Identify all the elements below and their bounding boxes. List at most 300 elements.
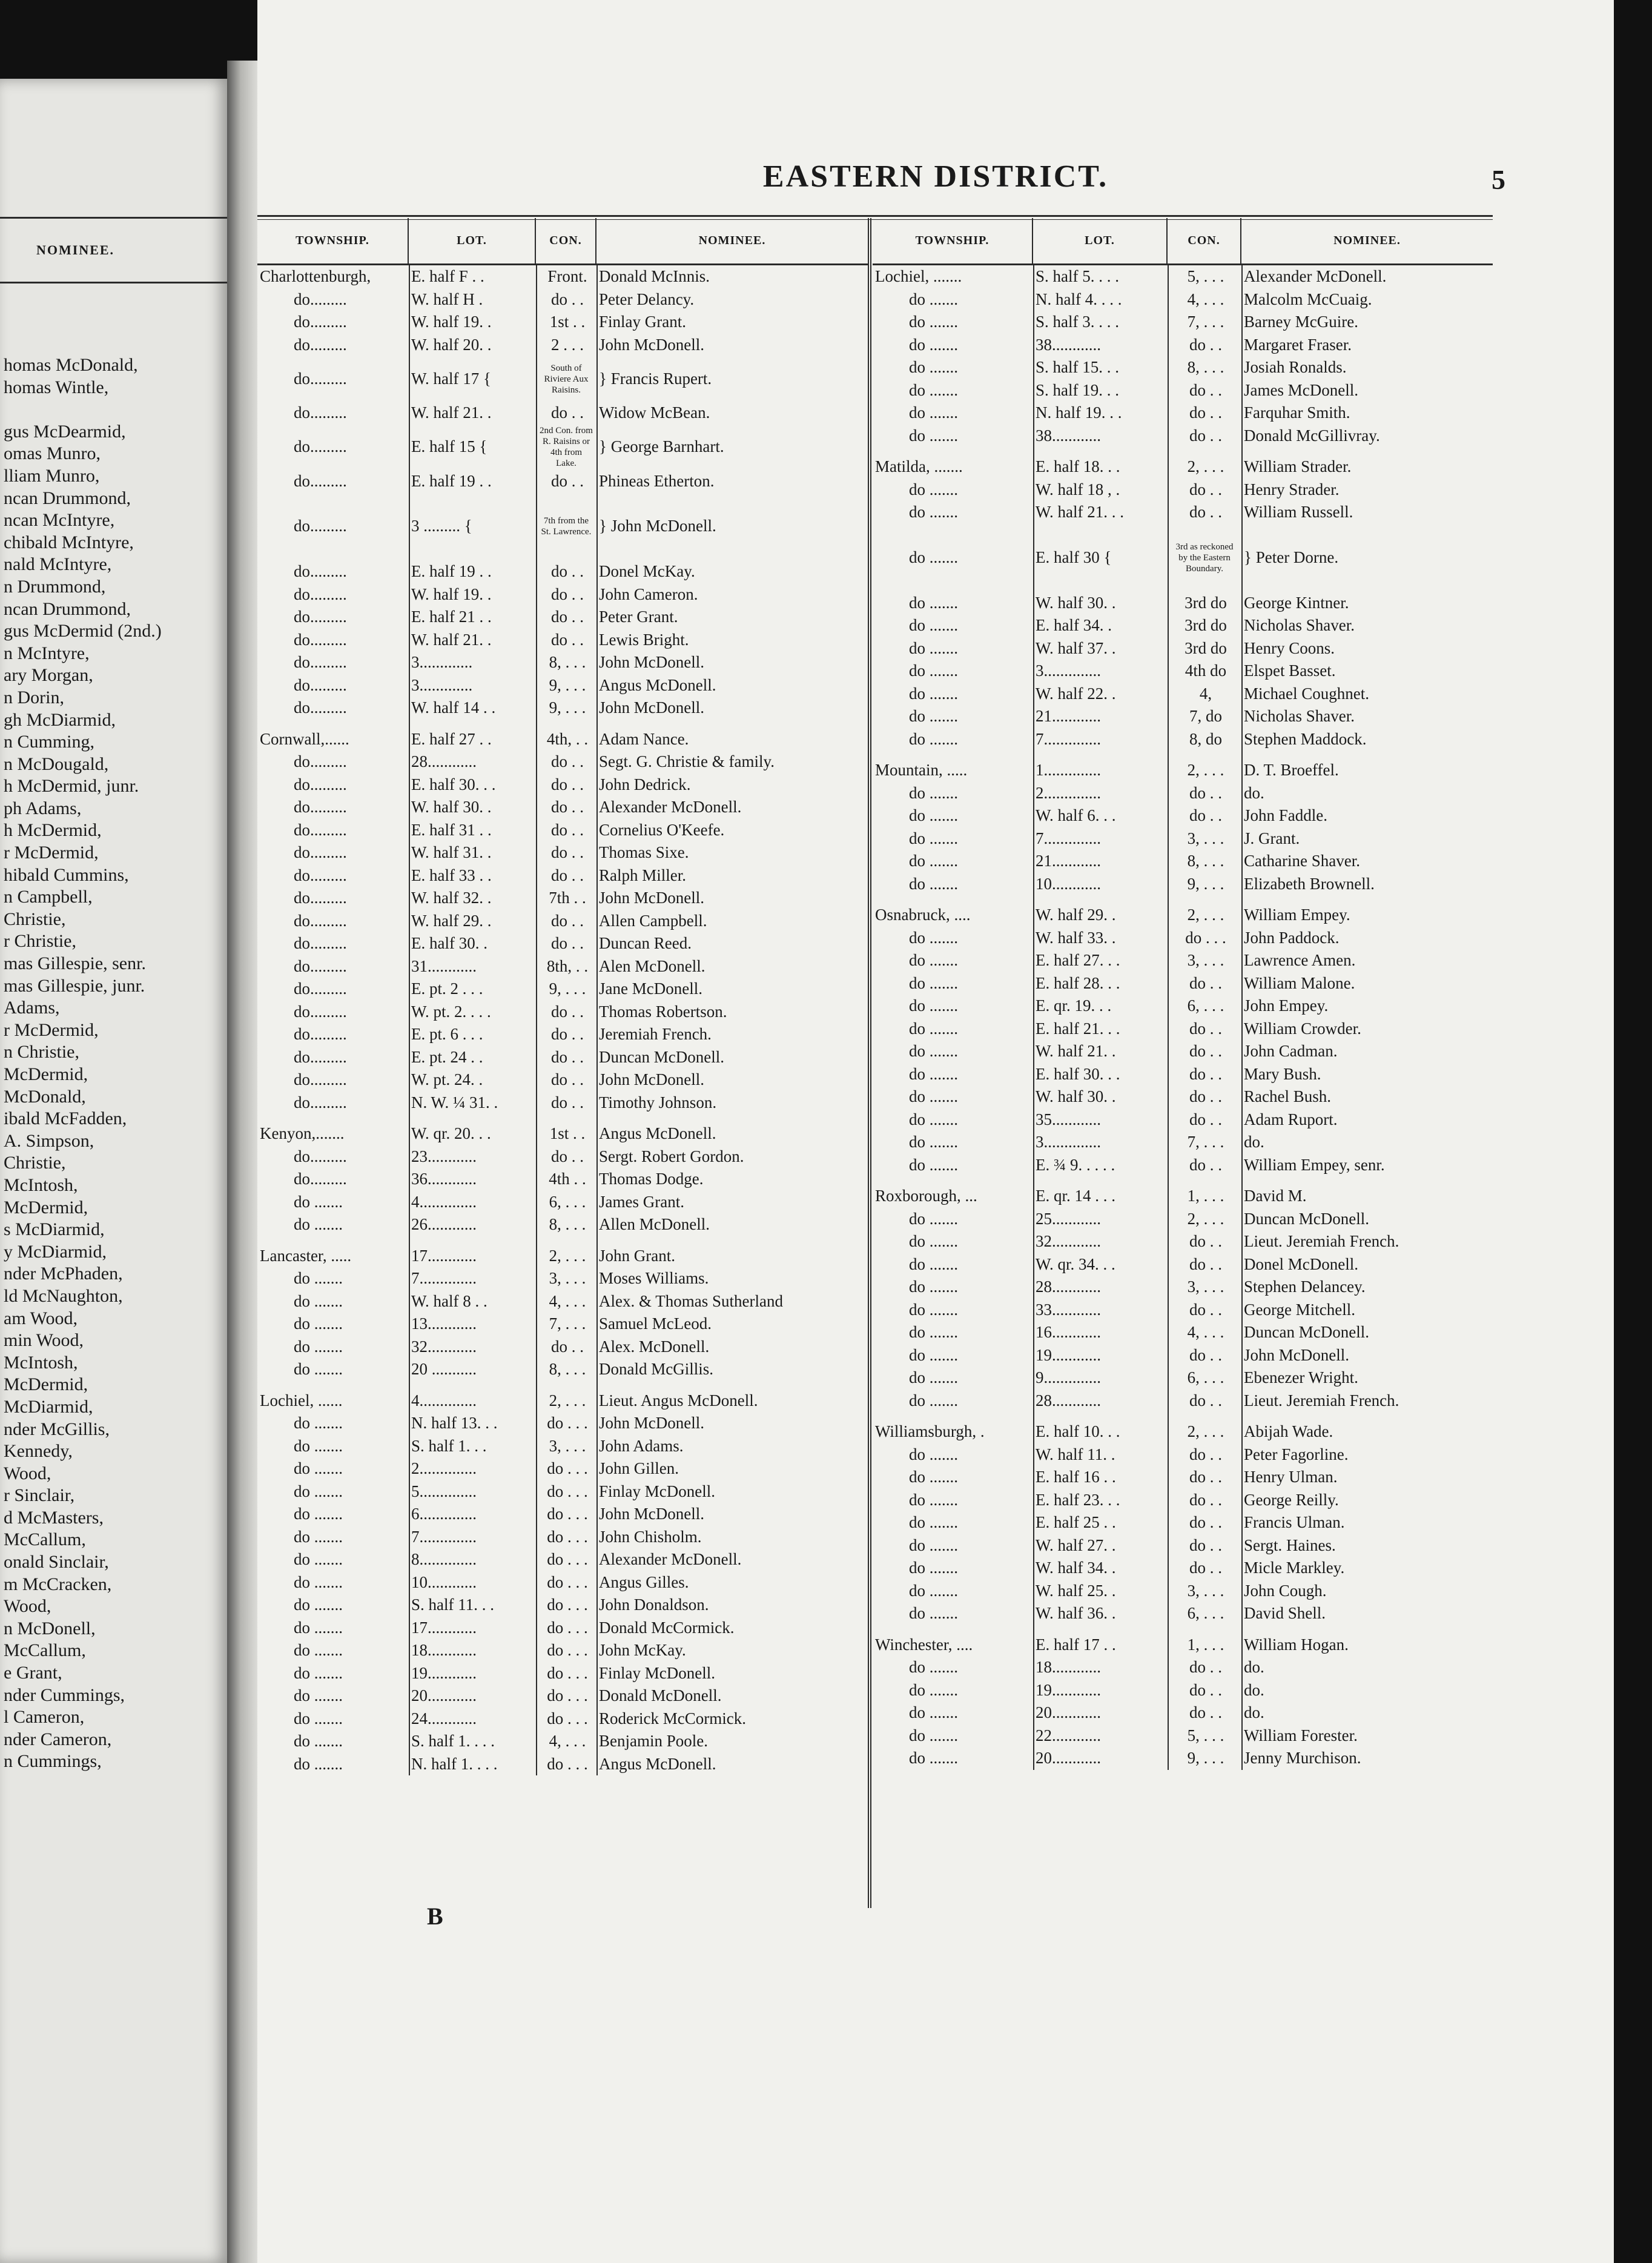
table-row [873,1208,1493,1231]
nominee-cell: William Forester. [1244,1726,1358,1744]
lot-cell: E. pt. 2 . . . [411,979,483,998]
township-cell: do ....... [909,1254,958,1273]
table-row [257,1122,868,1145]
nominee-cell: John Cameron. [599,585,698,603]
lot-cell: E. pt. 6 . . . [411,1025,483,1043]
nominee-cell: Henry Ulman. [1244,1468,1338,1486]
township-cell: do ....... [909,1277,958,1296]
township-cell: do ....... [909,684,958,703]
nominee-cell: William Russell. [1244,503,1353,521]
township-cell: do ....... [909,1468,958,1486]
lot-cell: E. half 17 . . [1036,1635,1116,1654]
left-nominee-name: chibald McIntyre, [4,532,134,552]
township-cell: do ....... [909,1680,958,1699]
table-row [257,1046,868,1069]
table-row [873,524,1493,592]
township-cell: do ....... [909,358,958,376]
right-page [257,0,1614,2263]
table-row [873,1154,1493,1177]
con-cell: do . . [1189,1703,1222,1721]
con-cell: 8, . . . [549,1215,586,1233]
lot-cell: E. half 31 . . [411,820,492,839]
nominee-cell: John Cough. [1244,1581,1327,1600]
nominee-cell: do. [1244,783,1264,802]
township-header: TOWNSHIP. [257,218,409,263]
left-nominee-name: s McDiarmid, [4,1219,105,1240]
township-cell: do ....... [909,1232,958,1250]
township-cell: do ....... [909,290,958,308]
nominee-cell: John Empey. [1244,996,1329,1015]
lot-cell: W. half 25. . [1036,1581,1116,1600]
township-cell: do......... [294,403,347,422]
left-nominee-name: am Wood, [4,1308,78,1328]
lot-cell: E. half 10. . . [1036,1422,1120,1440]
table-row [257,1069,868,1092]
con-cell: 3, . . . [1187,829,1224,847]
township-cell: do ....... [909,829,958,847]
con-cell: do . . [1189,1087,1222,1105]
left-nominee-name: Christie, [4,909,66,929]
column-header-row [873,218,1493,265]
con-cell: 2nd Con. from R. Raisins or 4th from Lake. [540,426,593,468]
township-cell: do ....... [909,661,958,680]
township-cell: Lochiel, ....... [875,267,962,285]
township-cell: do......... [294,956,347,975]
con-cell: 1st . . [549,1124,586,1142]
lot-cell: E. half 16 . . [1036,1468,1116,1486]
township-cell: do ....... [909,638,958,657]
nominee-cell: do. [1244,1133,1264,1151]
con-cell: do . . [551,471,584,490]
table-row [873,1040,1493,1063]
nominee-cell: Henry Strader. [1244,480,1340,499]
left-nominee-name: nder Cameron, [4,1729,112,1749]
con-cell: do . . [1189,783,1222,802]
lot-cell: S. half 5. . . . [1036,267,1119,285]
township-cell: do......... [294,437,347,456]
nominee-cell: Donald McCormick. [599,1618,735,1637]
nominee-cell: Lawrence Amen. [1244,951,1356,969]
con-cell: do . . [1189,1680,1222,1699]
lot-cell: 18............ [411,1641,477,1659]
township-cell: do......... [294,369,347,388]
nominee-cell: Jane McDonell. [599,979,702,998]
table-row [873,1679,1493,1702]
township-cell: do......... [294,1025,347,1043]
con-cell: do . . . [547,1709,588,1728]
con-cell: do . . [1189,1155,1222,1174]
township-cell: do ....... [909,1133,958,1151]
nominee-cell: Alex. & Thomas Sutherland [599,1291,783,1310]
lot-cell: 32............ [1036,1232,1101,1250]
township-cell: Cornwall,...... [260,729,349,748]
table-row [873,804,1493,827]
table-row [873,1344,1493,1367]
table-row [873,728,1493,751]
con-cell: do . . [551,934,584,952]
township-gap [257,1236,868,1245]
nominee-cell: Ralph Miller. [599,866,686,884]
lot-cell: E. half 21. . . [1036,1019,1120,1038]
lot-cell: N. half 13. . . [411,1414,498,1432]
con-cell: 4, [1199,684,1212,703]
lot-cell: 21............ [1036,707,1101,725]
township-cell: do ....... [294,1754,343,1773]
township-cell: do ....... [909,1604,958,1622]
table-row [873,402,1493,425]
con-cell: 2 . . . [551,335,584,354]
table-row [257,1001,868,1024]
township-cell: Lancaster, ..... [260,1246,352,1265]
nominee-cell: Elspet Basset. [1244,661,1336,680]
con-cell: 4, . . . [1187,1323,1224,1341]
left-nominee-name: y McDiarmid, [4,1241,107,1262]
nominee-cell: Moses Williams. [599,1269,709,1287]
con-cell: 7, . . . [549,1314,586,1333]
nominee-cell: William Strader. [1244,457,1352,475]
table-row [257,288,868,311]
con-cell: do . . [551,290,584,308]
township-cell: do......... [294,290,347,308]
left-nominee-name: Wood, [4,1463,51,1483]
township-cell: do......... [294,979,347,998]
left-nominee-name: h McDermid, [4,820,102,841]
lot-cell: W. half 30. . [1036,1087,1116,1105]
lot-cell: S. half 1. . . [411,1436,487,1455]
con-cell: do . . [1189,1300,1222,1319]
lot-header: LOT. [409,218,536,263]
con-cell: do . . . [1185,928,1226,947]
nominee-cell: George Reilly. [1244,1490,1339,1509]
nominee-cell: William Empey, senr. [1244,1155,1385,1174]
table-row [257,560,868,583]
con-cell: do . . [551,911,584,930]
left-table-column [257,218,868,1775]
township-cell: do ....... [294,1291,343,1310]
township-cell: Charlottenburgh, [260,267,371,285]
township-cell: do ....... [909,928,958,947]
nominee-cell: } Francis Rupert. [599,369,712,388]
table-row [257,1358,868,1381]
left-nominee-list [4,354,227,1773]
lot-cell: E. qr. 19. . . [1036,996,1112,1015]
lot-cell: W. half 19. . [411,585,492,603]
nominee-cell: Barney McGuire. [1244,313,1358,331]
table-row [873,334,1493,357]
nominee-cell: John McDonell. [599,698,704,717]
nominee-cell: Ebenezer Wright. [1244,1368,1358,1387]
lot-cell: 20............ [1036,1749,1101,1767]
con-cell: do . . [1189,1042,1222,1060]
lot-cell: E. half 27 . . [411,729,492,748]
nominee-cell: Lieut. Jeremiah French. [1244,1232,1399,1250]
lot-cell: 38............ [1036,426,1101,445]
table-row [873,995,1493,1018]
lot-cell: W. half 21. . [411,630,492,649]
left-nominee-name: McCallum, [4,1529,86,1550]
nominee-cell: Adam Ruport. [1244,1110,1338,1128]
con-cell: 7, do [1189,707,1222,725]
con-cell: do . . [551,1337,584,1356]
lot-cell: 1.............. [1036,761,1101,779]
nominee-cell: Duncan Reed. [599,934,692,952]
township-cell: do ....... [909,1581,958,1600]
township-cell: Williamsburgh, . [875,1422,985,1440]
lot-cell: 20............ [411,1686,477,1705]
nominee-cell: Michael Coughnet. [1244,684,1369,703]
nominee-cell: Samuel McLeod. [599,1314,712,1333]
table-row [873,1063,1493,1086]
table-row [257,492,868,560]
right-table-column [873,218,1493,1770]
left-nominee-name: l Cameron, [4,1707,85,1728]
township-cell: do ....... [909,874,958,893]
township-cell: do ....... [294,1482,343,1500]
con-cell: do . . [551,775,584,794]
table-row [873,479,1493,502]
table-row [257,1290,868,1313]
con-cell: 4, . . . [1187,290,1224,308]
table-row [873,660,1493,683]
lot-cell: 26............ [411,1215,477,1233]
table-row [257,265,868,288]
table-row [257,796,868,819]
table-row [257,1023,868,1046]
left-nominee-name: hibald Cummins, [4,864,129,885]
lot-header: LOT. [1033,218,1168,263]
left-nominee-name: r Sinclair, [4,1485,75,1506]
township-cell: do......... [294,630,347,649]
table-row [257,978,868,1001]
con-cell: 2, . . . [1187,457,1224,475]
township-gap [873,447,1493,456]
township-cell: do ....... [909,1087,958,1105]
township-cell: do......... [294,866,347,884]
table-row [873,759,1493,782]
title-rule-thick [257,215,1493,217]
lot-cell: 7.............. [1036,729,1101,748]
nominee-cell: Mary Bush. [1244,1064,1321,1083]
table-row [257,1435,868,1458]
con-cell: do . . . [547,1527,588,1546]
nominee-cell: Donel McDonell. [1244,1254,1358,1273]
township-cell: do ....... [909,996,958,1015]
lot-cell: E. half 30. . . [411,775,496,794]
table-row [873,456,1493,479]
con-cell: do . . . [547,1754,588,1773]
con-cell: do . . [1189,1232,1222,1250]
con-cell: do . . [1189,503,1222,521]
lot-cell: W. pt. 2. . . . [411,1002,491,1021]
lot-cell: E. half 25 . . [1036,1513,1116,1531]
lot-cell: 19............ [1036,1345,1101,1364]
township-cell: do ....... [909,548,958,566]
lot-cell: 28............ [1036,1391,1101,1410]
con-cell: do . . [1189,973,1222,992]
lot-cell: 17............ [411,1618,477,1637]
con-cell: do . . [1189,1658,1222,1676]
left-nominee-name: McCallum, [4,1640,86,1661]
nominee-cell: Donel McKay. [599,562,695,580]
left-nominee-name: homas McDonald, [4,355,138,375]
lot-cell: W. qr. 20. . . [411,1124,491,1142]
township-cell: do ....... [909,1749,958,1767]
lot-cell: 6.............. [411,1505,477,1523]
con-cell: 4, . . . [549,1732,586,1750]
left-rule-top [0,217,227,219]
nominee-cell: Lieut. Angus McDonell. [599,1391,758,1410]
township-cell: do ....... [909,1019,958,1038]
table-row [873,1299,1493,1322]
con-cell: do . . . [547,1595,588,1614]
lot-cell: 32............ [411,1337,477,1356]
lot-cell: W. half 29. . [411,911,492,930]
table-row [257,1662,868,1685]
table-row [257,1639,868,1662]
lot-cell: 3............. [411,653,473,671]
nominee-cell: Benjamin Poole. [599,1732,708,1750]
lot-cell: N. half 1. . . . [411,1754,498,1773]
nominee-cell: Jeremiah French. [599,1025,712,1043]
con-cell: 8, . . . [549,1360,586,1378]
township-cell: do ....... [294,1192,343,1211]
township-cell: do ....... [909,783,958,802]
nominee-cell: John Gillen. [599,1459,679,1477]
table-row [257,1594,868,1617]
con-cell: 2, . . . [1187,1209,1224,1228]
left-nominee-name: r McDermid, [4,1019,99,1040]
nominee-cell: Donald McInnis. [599,267,710,285]
nominee-cell: John McDonell. [599,335,704,354]
book-gutter [227,61,257,2263]
table-row [873,1443,1493,1466]
table-row [257,311,868,334]
lot-cell: 28............ [1036,1277,1101,1296]
table-row [873,782,1493,805]
township-cell: Winchester, .... [875,1635,973,1654]
lot-cell: S. half 15. . . [1036,358,1119,376]
township-cell: do ....... [909,403,958,422]
nominee-cell: Catharine Shaver. [1244,852,1360,870]
table-row [873,356,1493,379]
nominee-cell: Finlay McDonell. [599,1663,715,1682]
township-cell: do ....... [294,1459,343,1477]
con-cell: do . . [1189,1490,1222,1509]
nominee-cell: Peter Grant. [599,608,678,626]
lot-cell: 8.............. [411,1550,477,1568]
lot-cell: E. half 28. . . [1036,973,1120,992]
nominee-cell: John McDonell. [599,1414,704,1432]
table-row [873,614,1493,637]
nominee-cell: Duncan McDonell. [1244,1209,1369,1228]
nominee-cell: John McDonell. [599,1070,704,1088]
nominee-cell: John McDonell. [599,1505,704,1523]
nominee-cell: Alexander McDonell. [599,798,742,816]
table-row [257,583,868,606]
nominee-cell: Peter Fagorline. [1244,1445,1349,1463]
township-cell: do......... [294,889,347,907]
con-cell: do . . . [547,1550,588,1568]
lot-cell: 28............ [411,752,477,770]
column-rule [536,265,537,1775]
table-row [873,1276,1493,1299]
con-cell: 7th . . [549,889,586,907]
table-row [873,1511,1493,1534]
township-gap [873,1625,1493,1634]
lot-cell: 7.............. [411,1269,477,1287]
township-cell: do......... [294,798,347,816]
nominee-cell: Adam Nance. [599,729,689,748]
nominee-cell: Allen McDonell. [599,1215,710,1233]
township-cell: do ....... [294,1572,343,1591]
township-cell: do ....... [909,426,958,445]
nominee-cell: Malcolm McCuaig. [1244,290,1372,308]
con-cell: 8, . . . [1187,852,1224,870]
table-row [257,1412,868,1435]
con-cell: do . . [551,1093,584,1112]
left-nominee-name: n Christie, [4,1042,79,1062]
lot-cell: 23............ [411,1147,477,1165]
table-row [257,841,868,864]
table-row [873,379,1493,402]
township-cell: do ....... [294,1314,343,1333]
table-row [257,1480,868,1503]
left-nominee-name: n McDougald, [4,754,109,774]
table-row [873,1489,1493,1512]
nominee-cell: Duncan McDonell. [599,1047,724,1066]
nominee-cell: Thomas Dodge. [599,1170,704,1188]
page-number: 5 [1492,164,1505,195]
lot-cell: 19............ [411,1663,477,1682]
township-cell: Matilda, ....... [875,457,963,475]
nominee-cell: Nicholas Shaver. [1244,616,1355,634]
nominee-cell: Allen Campbell. [599,911,707,930]
nominee-cell: John Donaldson. [599,1595,709,1614]
lot-cell: E. half 19 . . [411,562,492,580]
nominee-cell: Sergt. Haines. [1244,1536,1336,1554]
con-cell: 3, . . . [1187,1581,1224,1600]
column-rule [1241,265,1243,1770]
lot-cell: S. half 3. . . . [1036,313,1119,331]
table-row [257,1145,868,1168]
left-nominee-name: onald Sinclair, [4,1552,109,1572]
nominee-cell: Thomas Robertson. [599,1002,727,1021]
lot-cell: 9.............. [1036,1368,1101,1387]
township-cell: do ....... [909,335,958,354]
table-row [257,1168,868,1191]
left-nominee-name: gus McDermid (2nd.) [4,621,162,641]
nominee-cell: George Mitchell. [1244,1300,1355,1319]
lot-cell: W. pt. 24. . [411,1070,483,1088]
lot-cell: N. half 19. . . [1036,403,1122,422]
nominee-cell: John Chisholm. [599,1527,702,1546]
con-cell: 3, . . . [1187,951,1224,969]
left-nominee-name [4,399,227,421]
left-nominee-name: McDermid, [4,1197,88,1218]
nominee-cell: Cornelius O'Keefe. [599,820,725,839]
lot-cell: E. half 33 . . [411,866,492,884]
township-cell: do ....... [294,1337,343,1356]
con-cell: do . . [551,1047,584,1066]
township-cell: do ....... [909,1726,958,1744]
township-gap [873,750,1493,759]
nominee-header: NOMINEE. [1333,234,1401,247]
table-row [257,819,868,842]
left-nominee-name: nder Cummings, [4,1685,125,1705]
left-nominee-name: ncan Drummond, [4,488,131,508]
nominee-cell: Timothy Johnson. [599,1093,717,1112]
con-cell: 5, . . . [1187,267,1224,285]
